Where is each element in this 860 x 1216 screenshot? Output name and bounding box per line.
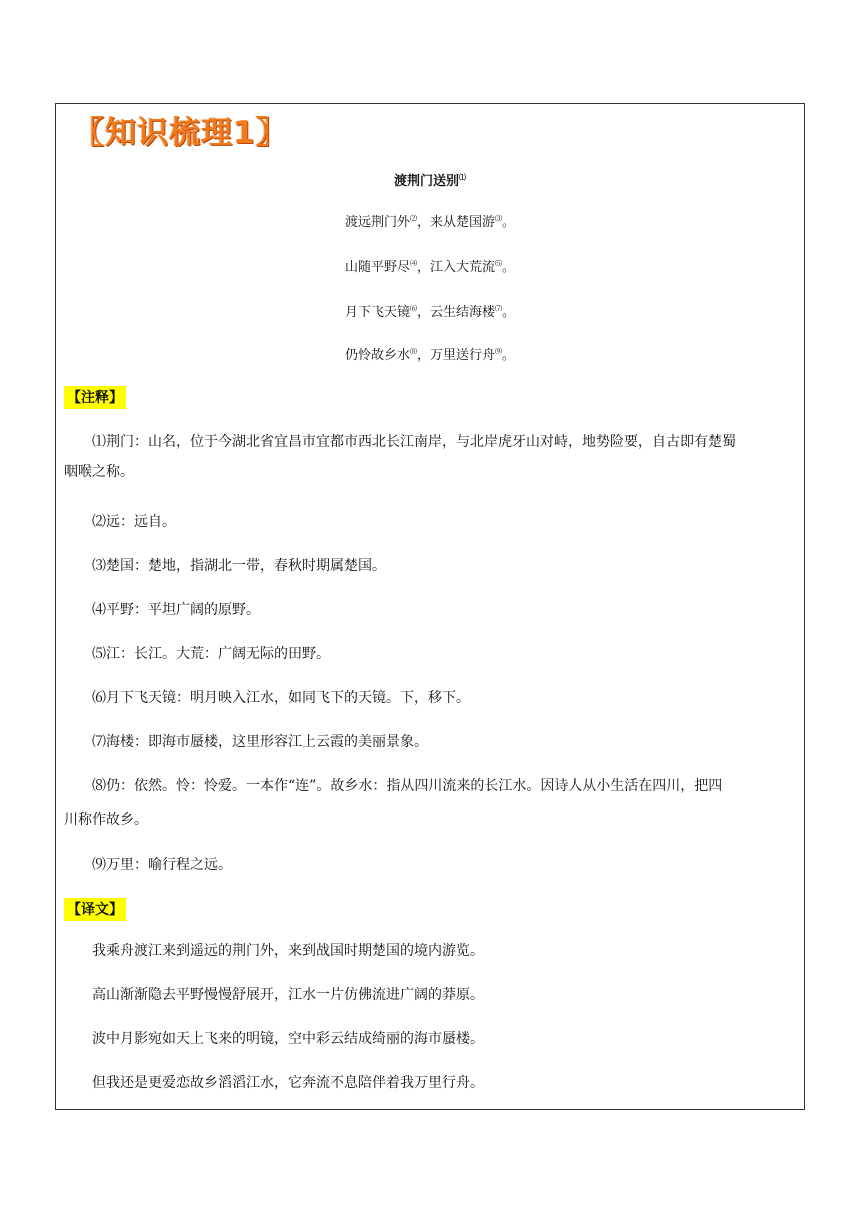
poem-line-a: 渡远荆门外 [344,215,410,230]
poem-line-end: 。 [502,215,516,230]
poem-line-b: ，万里送行舟 [416,348,495,363]
poem-line-end: 。 [502,305,516,320]
note-text: ⑶楚国：楚地，指湖北一带，春秋时期属楚国。 [92,558,386,574]
poem-line-end: 。 [502,260,516,275]
note-text: ⑷平野：平坦广阔的原野。 [92,602,260,618]
note-line [64,457,798,487]
note-line [64,850,798,880]
poem-line-b: ，江入大荒流 [416,260,495,275]
note-text: 咽喉之称。 [64,464,134,480]
note-line [64,595,798,625]
note-line [64,507,798,537]
note-text: ⑻仍：依然。怜：怜爱。一本作“连”。故乡水：指从四川流来的长江水。因诗人从小生活在四川，把四 [92,778,723,794]
poem-line [56,301,804,320]
note-text: ⑺海楼：即海市蜃楼，这里形容江上云霞的美丽景象。 [92,734,428,750]
note-text: ⑼万里：喻行程之远。 [92,857,232,873]
note-text: ⑵远：远自。 [92,514,176,530]
note-text: ⑴荆门：山名，位于今湖北省宜昌市宜都市西北长江南岸，与北岸虎牙山对峙，地势险要，自古即有楚蜀 [92,434,736,450]
note-line [64,771,798,801]
note-text: ⑸江：长江。大荒：广阔无际的田野。 [92,646,330,662]
poem-title [56,170,804,189]
poem-line-b: ，云生结海楼 [416,305,495,320]
poem-mark: ⑺ [495,304,502,313]
poem-mark: ⑻ [409,347,417,356]
note-line [64,639,798,669]
poem-line-a: 月下飞天镜 [344,305,410,320]
poem-title-mark: ⑴ [459,172,466,182]
note-text: ⑹月下飞天镜：明月映入江水，如同飞下的天镜。下，移下。 [92,690,470,706]
poem-title-text: 渡荆门送别 [393,174,459,189]
poem-mark: ⑶ [495,214,502,223]
note-line [64,683,798,713]
notes-tag: 【注释】 [64,386,126,409]
content-frame [55,103,805,1110]
translation-line [64,1024,798,1054]
translation-tag: 【译文】 [64,898,126,921]
poem-mark: ⑵ [409,214,417,223]
translation-text: 但我还是更爱恋故乡滔滔江水，它奔流不息陪伴着我万里行舟。 [92,1075,484,1091]
poem-mark: ⑹ [409,304,417,313]
translation-text: 我乘舟渡江来到遥远的荆门外，来到战国时期楚国的境内游览。 [92,943,484,959]
poem-line-b: ，来从楚国游 [416,215,495,230]
note-line [64,727,798,757]
translation-line [64,980,798,1010]
translation-text: 波中月影宛如天上飞来的明镜，空中彩云结成绮丽的海市蜃楼。 [92,1031,484,1047]
poem-line [56,256,804,275]
note-text: 川称作故乡。 [64,812,148,828]
note-line [64,805,798,835]
poem-mark: ⑸ [495,259,502,268]
section-heading: 〖知识梳理1〗 [73,115,288,151]
poem-line [56,211,804,230]
poem-line-a: 山随平野尽 [344,260,410,275]
poem-mark: ⑼ [495,347,502,356]
translation-text: 高山渐渐隐去平野慢慢舒展开，江水一片仿佛流进广阔的莽原。 [92,987,484,1003]
poem-line-a: 仍怜故乡水 [344,348,410,363]
translation-line [64,936,798,966]
note-line [64,427,798,457]
poem-line [56,344,804,363]
translation-line [64,1068,798,1098]
poem-mark: ⑷ [409,259,417,268]
poem-line-end: 。 [502,348,516,363]
note-line [64,551,798,581]
